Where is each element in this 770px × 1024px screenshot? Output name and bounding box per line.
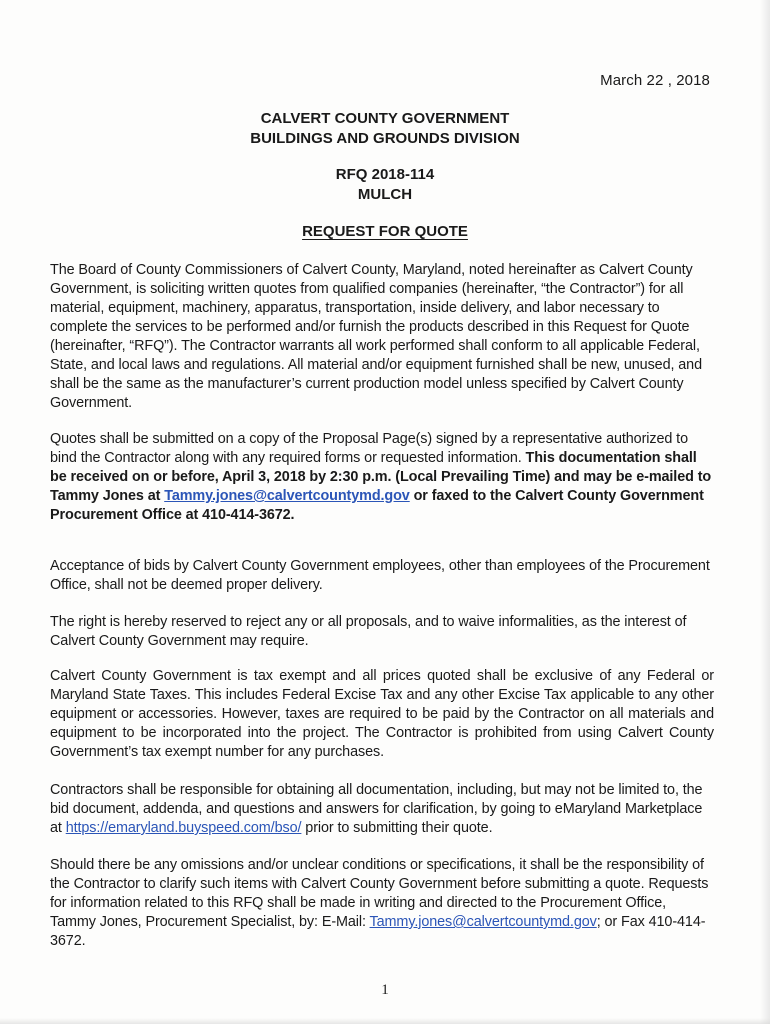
deadline-text: This documentation shall be received on or before, April 3, 2018 by 2:30 p.m. (Local Prevailing Time) and may be e-mailed to Tammy Jones at	[50, 450, 712, 504]
paragraph-acceptance	[50, 557, 714, 613]
paragraph-submission	[50, 430, 714, 543]
email-link[interactable]: Tammy.jones@calvertcountymd.gov	[369, 914, 597, 930]
paragraph-text: Should there be any omissions and/or unclear conditions or specifications, it shall be the responsibility of the Contractor to clarify such items with Calvert County Government before submitting a quote. Requests for information related to this RFQ shall be made in writing and directed to the Procurement Office, Tammy Jones, Procurement Specialist, by: E-Mail:	[50, 857, 709, 930]
scan-edge-shadow	[760, 0, 770, 1024]
org-name: CALVERT COUNTY GOVERNMENT	[260, 110, 510, 127]
paragraph-text: Calvert County Government is tax exempt and all prices quoted shall be exclusive of any Federal or Maryland State Taxes. This includes Federal Excise Tax and any other Excise Tax applicable to any other equipment or accessories. However, taxes are required to be paid by the Contractor on all materials and equipment to be incorporated into the project. The Contractor is prohibited from using Calvert County Government’s tax exempt number for any purchases.	[50, 668, 714, 760]
rfq-subject: MULCH	[357, 186, 413, 203]
paragraph-text: Contractors shall be responsible for obtaining all documentation, including, but may not be limited to, the bid document, addenda, and questions and answers for clarification, by going to eMaryland Marketplace at	[50, 782, 703, 836]
division-name: BUILDINGS AND GROUNDS DIVISION	[250, 130, 520, 147]
paragraph-text: prior to submitting their quote.	[301, 820, 493, 836]
paragraph-text: Acceptance of bids by Calvert County Government employees, other than employees of the Procurement Office, shall not be deemed proper delivery.	[50, 558, 710, 593]
scan-bottom-shadow	[0, 1018, 770, 1024]
paragraph-tax	[50, 667, 714, 780]
paragraph-rights	[50, 613, 714, 669]
paragraph-text: The Board of County Commissioners of Calvert County, Maryland, noted hereinafter as Calvert County Government, is soliciting written quotes from qualified companies (hereinafter, “the Contractor”) for all material, equipment, machinery, apparatus, transportation, inside delivery, and labor necessary to complete the services to be performed and/or furnish the products described in this Request for Quote (hereinafter, “RFQ”). The Contractor warrants all work performed shall conform to all applicable Federal, State, and local laws and regulations. All material and/or equipment furnished shall be new, unused, and shall be the same as the manufacturer’s current production model unless specified by Calvert County Government.	[50, 262, 702, 411]
rfq-number: RFQ 2018-114	[335, 166, 435, 183]
fax-text: or faxed to the Calvert County Government Procurement Office at 410-414-3672.	[50, 488, 704, 523]
paragraph-text: The right is hereby reserved to reject any or all proposals, and to waive informalities, as the interest of Calvert County Government may require.	[50, 614, 687, 649]
email-link[interactable]: Tammy.jones@calvertcountymd.gov	[164, 488, 410, 504]
page-number: 1	[381, 982, 389, 998]
paragraph-text: Quotes shall be submitted on a copy of the Proposal Page(s) signed by a representative authorized to bind the Contractor along with any required forms or requested information.	[50, 431, 688, 466]
paragraph-omissions	[50, 856, 714, 969]
document-date: March 22 , 2018	[600, 72, 710, 89]
organization-heading	[0, 109, 770, 149]
paragraph-text: ; or Fax 410-414-3672.	[50, 914, 706, 949]
emaryland-link[interactable]: https://emaryland.buyspeed.com/bso/	[65, 820, 302, 836]
paragraph-intro	[50, 261, 714, 431]
paragraph-documentation	[50, 781, 714, 856]
rfq-heading	[0, 165, 770, 205]
document-title: REQUEST FOR QUOTE	[302, 223, 468, 240]
